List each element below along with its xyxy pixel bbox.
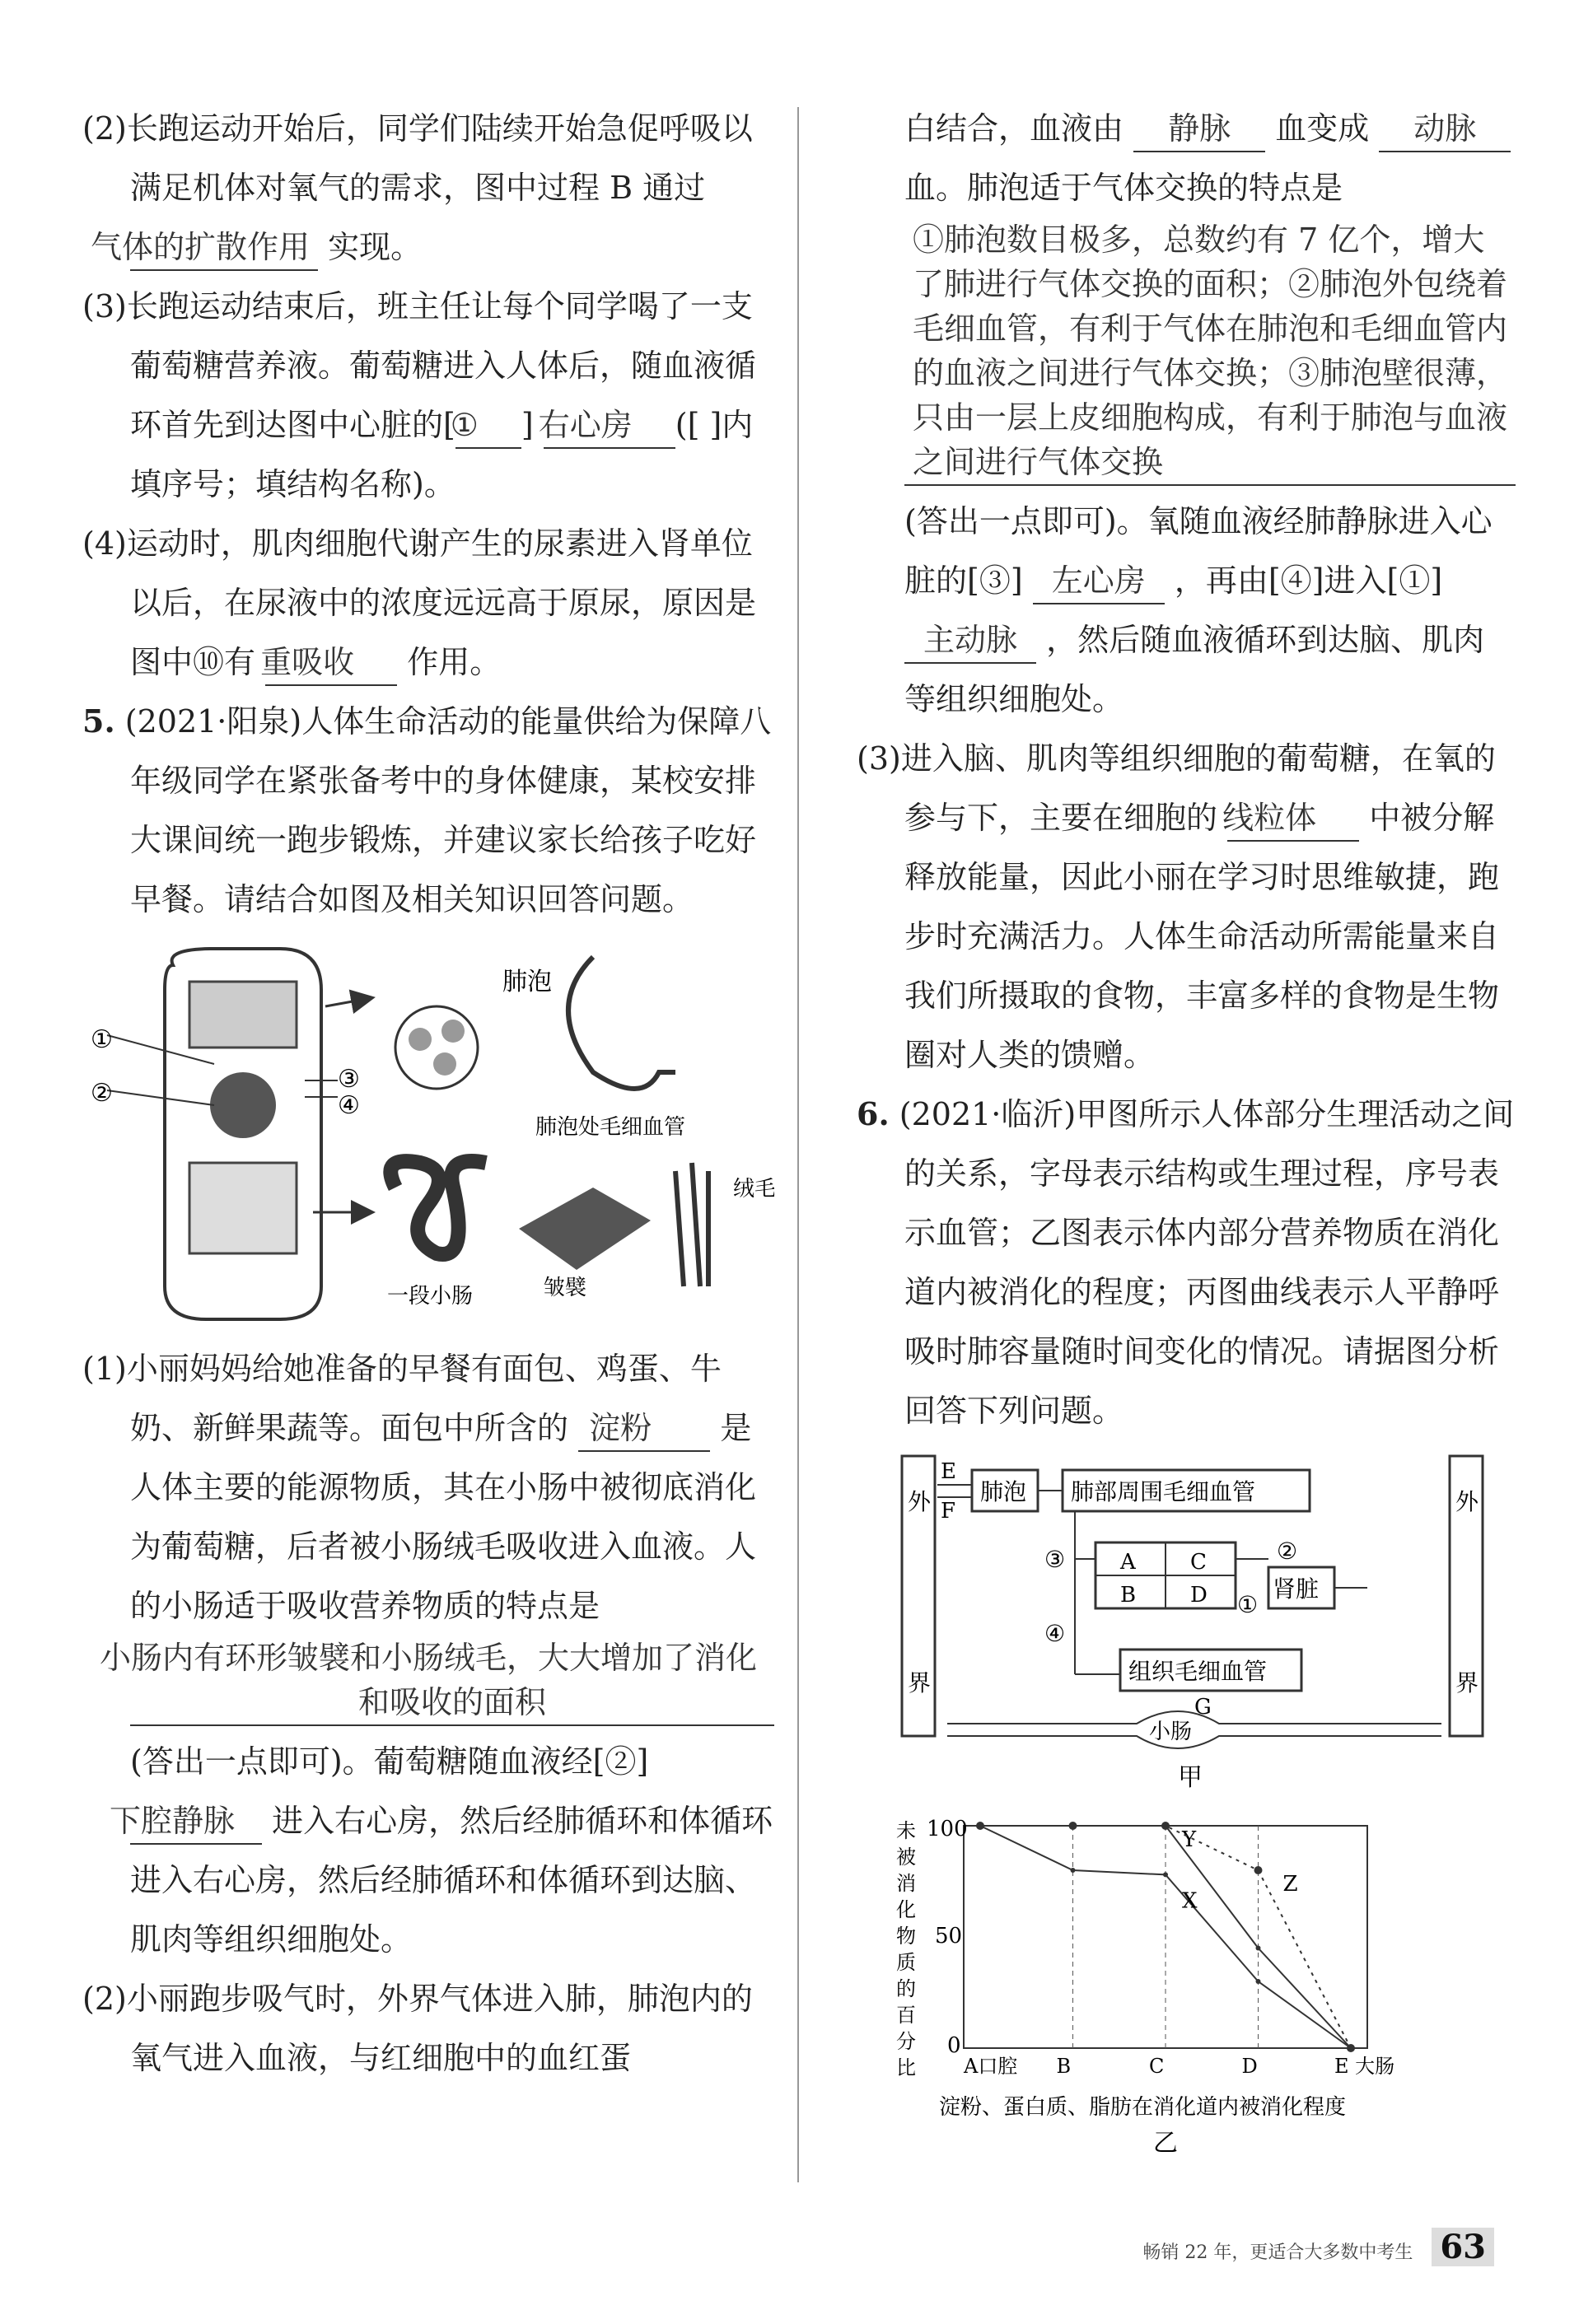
jia-diagram: [898, 1452, 1524, 1806]
x-tick-label: D: [1241, 2055, 1258, 2078]
q4-part3: [82, 277, 774, 514]
q6-text: (2021·临沂)甲图所示人体部分生理活动之间的关系，字母表示结构或生理过程，序号表示血管；乙图表示体内部分营养物质在消化道内被消化的程度；丙图曲线表示人平静呼吸时肺容量随时间变化的情况。请据图分析回答下列问题。: [899, 1096, 1515, 1429]
yi-caption: 乙: [1153, 2129, 1178, 2158]
tissue-capillary-box: 组织毛细血管: [1128, 1658, 1268, 1685]
kidney-box: 肾脏: [1273, 1575, 1320, 1603]
left-column: [82, 99, 774, 2088]
lung-capillary-box: 肺部周围毛细血管: [1071, 1478, 1256, 1505]
intestine-label: 一段小肠: [387, 1284, 474, 1309]
q5-1-answer-3: 下腔静脉: [130, 1799, 262, 1845]
villi-shape: [675, 1163, 708, 1286]
q2-answer: 气体的扩散作用: [130, 225, 318, 271]
q4-part2: [82, 99, 774, 277]
yi-ylabel-char: 消: [896, 1872, 916, 1895]
label-1: ①: [91, 1025, 113, 1054]
q5-stem: [82, 692, 774, 929]
x-tick-label: B: [1056, 2055, 1072, 2078]
q4-text-end: 作用。: [407, 644, 502, 680]
yi-ylabel-char: 分: [896, 2030, 916, 2053]
series-point-Y: [1256, 1946, 1261, 1951]
outside-left-1: 外: [908, 1488, 932, 1515]
yi-ylabel-char: 百: [896, 2004, 916, 2027]
series-point-Z: [1161, 1822, 1170, 1830]
fold-shape: [519, 1188, 651, 1270]
circulation-diagram: [82, 940, 774, 1328]
label-4: ④: [338, 1091, 360, 1120]
q3-text: (3)长跑运动结束后，班主任让每个同学喝了一支葡萄糖营养液。葡萄糖进入人体后，随血液循环首先到达图中心脏的[: [82, 288, 757, 443]
series-label-Y: Y: [1182, 1827, 1197, 1852]
outside-right-2: 界: [1455, 1669, 1479, 1696]
chamber-C: C: [1190, 1550, 1207, 1575]
chamber-A: A: [1120, 1550, 1136, 1575]
vessel-2: ②: [1277, 1538, 1298, 1565]
q5-1-text-4: 进入右心房，然后经肺循环和体循环进入右心房，然后经肺循环和体循环到达脑、肌肉等组织细胞处。: [130, 1803, 773, 1958]
q4-answer: 重吸收: [265, 640, 397, 686]
c1-answer-5: 主动脉: [904, 618, 1036, 664]
q5-part2: [82, 1969, 774, 2088]
jia-caption: 甲: [1178, 1763, 1203, 1792]
yi-ylabel-char: 的: [896, 1977, 916, 2000]
c1-answer-1: 静脉: [1133, 106, 1265, 152]
outside-left-2: 界: [908, 1669, 932, 1696]
q5-part3: [857, 729, 1516, 1085]
q5-1-text-3: (答出一点即可)。葡萄糖随血液经[②]: [130, 1743, 649, 1780]
label-F: F: [941, 1499, 956, 1524]
x-tick-label: C: [1149, 2055, 1165, 2078]
series-label-Z: Z: [1282, 1872, 1298, 1897]
q5-3-answer: 线粒体: [1227, 796, 1359, 842]
vessel-4: ④: [1044, 1620, 1066, 1647]
heart-shape: [210, 1072, 276, 1138]
q4-text: (4)运动时，肌肉细胞代谢产生的尿素进入肾单位以后，在尿液中的浓度远远高于原尿，原因是图中⑩有: [82, 525, 757, 680]
q5-number: 5.: [82, 702, 115, 740]
x-tick-label: E 大肠: [1334, 2055, 1395, 2078]
yi-ylabel-char: 物: [896, 1925, 916, 1948]
fold-label: 皱襞: [544, 1276, 587, 1300]
right-column: [857, 99, 1516, 2175]
q3-answer-2: 右心房: [544, 403, 675, 449]
page-footer: [1142, 2228, 1494, 2266]
alveoli-label: 肺泡: [502, 968, 552, 996]
outside-right-1: 外: [1455, 1488, 1479, 1515]
q4-part4: [82, 514, 774, 692]
q3-answer-1: ①: [455, 403, 521, 449]
c1-text-6: ，然后随血液循环到达脑、肌肉等组织细胞处。: [904, 622, 1485, 717]
q5-1-answer-2: 小肠内有环形皱襞和小肠绒毛，大大增加了消化和吸收的面积: [130, 1636, 774, 1726]
yi-ylabel-char: 比: [896, 2056, 916, 2079]
intestine-shape: [390, 1161, 486, 1254]
y-tick-50: 50: [935, 1924, 963, 1948]
small-intestine: 小肠: [1149, 1720, 1193, 1744]
series-point-X: [1163, 1872, 1168, 1877]
series-point-X: [1256, 1979, 1261, 1984]
series-point-Z: [1254, 1866, 1263, 1874]
y-tick-0: 0: [947, 2033, 961, 2058]
c1-text-4: (答出一点即可)。氧随血液经肺静脉进入心脏的[③]: [904, 503, 1493, 599]
capillary-shape: [568, 957, 675, 1089]
vessel-3: ③: [1044, 1546, 1066, 1573]
vessel-1: ①: [1237, 1591, 1259, 1618]
alveoli-box: 肺泡: [980, 1478, 1027, 1505]
series-point-X: [1071, 1868, 1076, 1873]
q5-1-text-2: 是人体主要的能源物质，其在小肠中被彻底消化为葡萄糖，后者被小肠绒毛吸收进入血液。人的小肠适于吸收营养物质的特点是: [130, 1410, 757, 1624]
villi-label: 绒毛: [733, 1177, 774, 1202]
q2-text: (2)长跑运动开始后，同学们陆续开始急促呼吸以满足机体对氧气的需求，图中过程 B 通过: [82, 110, 753, 206]
q5-1-answer-1: 淀粉: [578, 1406, 710, 1452]
x-tick-label: A口腔: [964, 2055, 1018, 2078]
q5-part1: [82, 1339, 774, 1969]
q6-stem: [857, 1085, 1516, 1440]
q5-1-text: (1)小丽妈妈给她准备的早餐有面包、鸡蛋、牛奶、新鲜果蔬等。面包中所含的: [82, 1351, 722, 1446]
footer-slogan: 畅销 22 年，更适合大多数中考生: [1142, 2242, 1413, 2263]
c1-answer-2: 动脉: [1379, 106, 1511, 152]
c1-text: 白结合，血液由: [904, 110, 1124, 147]
c1-answer-4: 左心房: [1033, 558, 1165, 604]
label-G: G: [1194, 1695, 1212, 1720]
lungs-shape: [189, 982, 297, 1048]
capillary-label: 肺泡处毛细血管: [535, 1115, 686, 1140]
series-point-Z: [1069, 1822, 1077, 1830]
column-divider: [797, 107, 799, 2182]
q3-text-end: ([ ]内填序号；填结构名称)。: [130, 407, 754, 502]
yi-ylabel-char: 未: [896, 1819, 916, 1842]
q5-text: (2021·阳泉)人体生命活动的能量供给为保障八年级同学在紧张备考中的身体健康，某校安排大课间统一跑步锻炼，并建议家长给孩子吃好早餐。请结合如图及相关知识回答问题。: [124, 703, 772, 917]
q3-bracket: ]: [521, 407, 534, 443]
c1-text-3: 血。肺泡适于气体交换的特点是: [904, 170, 1343, 206]
c1-text-2: 血变成: [1275, 110, 1370, 147]
chamber-D: D: [1190, 1583, 1208, 1608]
figure-yi: [890, 1818, 1516, 2163]
yi-ylabel-char: 化: [896, 1898, 916, 1921]
organs-shape: [189, 1163, 297, 1253]
q5-2-text: (2)小丽跑步吸气时，外界气体进入肺，肺泡内的氧气进入血液，与红细胞中的血红蛋: [82, 1981, 753, 2076]
yi-xlabel: 淀粉、蛋白质、脂肪在消化道内被消化程度: [939, 2095, 1347, 2120]
q5-3-text-2: 中被分解释放能量，因此小丽在学习时思维敏捷，跑步时充满活力。人体生命活动所需能量来自我们所摄取的食物，丰富多样的食物是生物圈对人类的馈赠。: [904, 800, 1500, 1073]
series-point-Z: [1347, 2044, 1355, 2052]
label-2: ②: [91, 1079, 113, 1108]
q2-text-end: 实现。: [328, 229, 423, 265]
yi-ylabel-char: 质: [896, 1951, 916, 1974]
label-E: E: [941, 1459, 956, 1484]
y-tick-100: 100: [927, 1818, 968, 1841]
q5-3-text: (3)进入脑、肌肉等组织细胞的葡萄糖，在氧的参与下，主要在细胞的: [857, 740, 1496, 836]
c1-answer-3: ①肺泡数目极多，总数约有 7 亿个，增大了肺进行气体交换的面积；②肺泡外包绕着毛细血管，有利于气体在肺泡和毛细血管内的血液之间进行气体交换；③肺泡壁很薄，只由一层上皮细胞构成，有利于肺泡与血液之间进行气体交换: [904, 217, 1516, 486]
series-point-Z: [976, 1822, 984, 1830]
alveoli-cluster: [395, 1006, 478, 1089]
circulation-figure: [82, 940, 774, 1328]
page-number: 63: [1432, 2228, 1494, 2266]
chamber-B: B: [1120, 1583, 1137, 1608]
yi-chart: [890, 1818, 1516, 2163]
figure-jia: [898, 1452, 1516, 1806]
series-label-X: X: [1182, 1888, 1198, 1914]
q6-number: 6.: [857, 1095, 890, 1132]
label-3: ③: [338, 1065, 360, 1094]
yi-ylabel-char: 被: [896, 1846, 916, 1869]
q5-part2-cont: [857, 99, 1516, 729]
c1-text-5: ，再由[④]进入[①]: [1174, 562, 1443, 599]
